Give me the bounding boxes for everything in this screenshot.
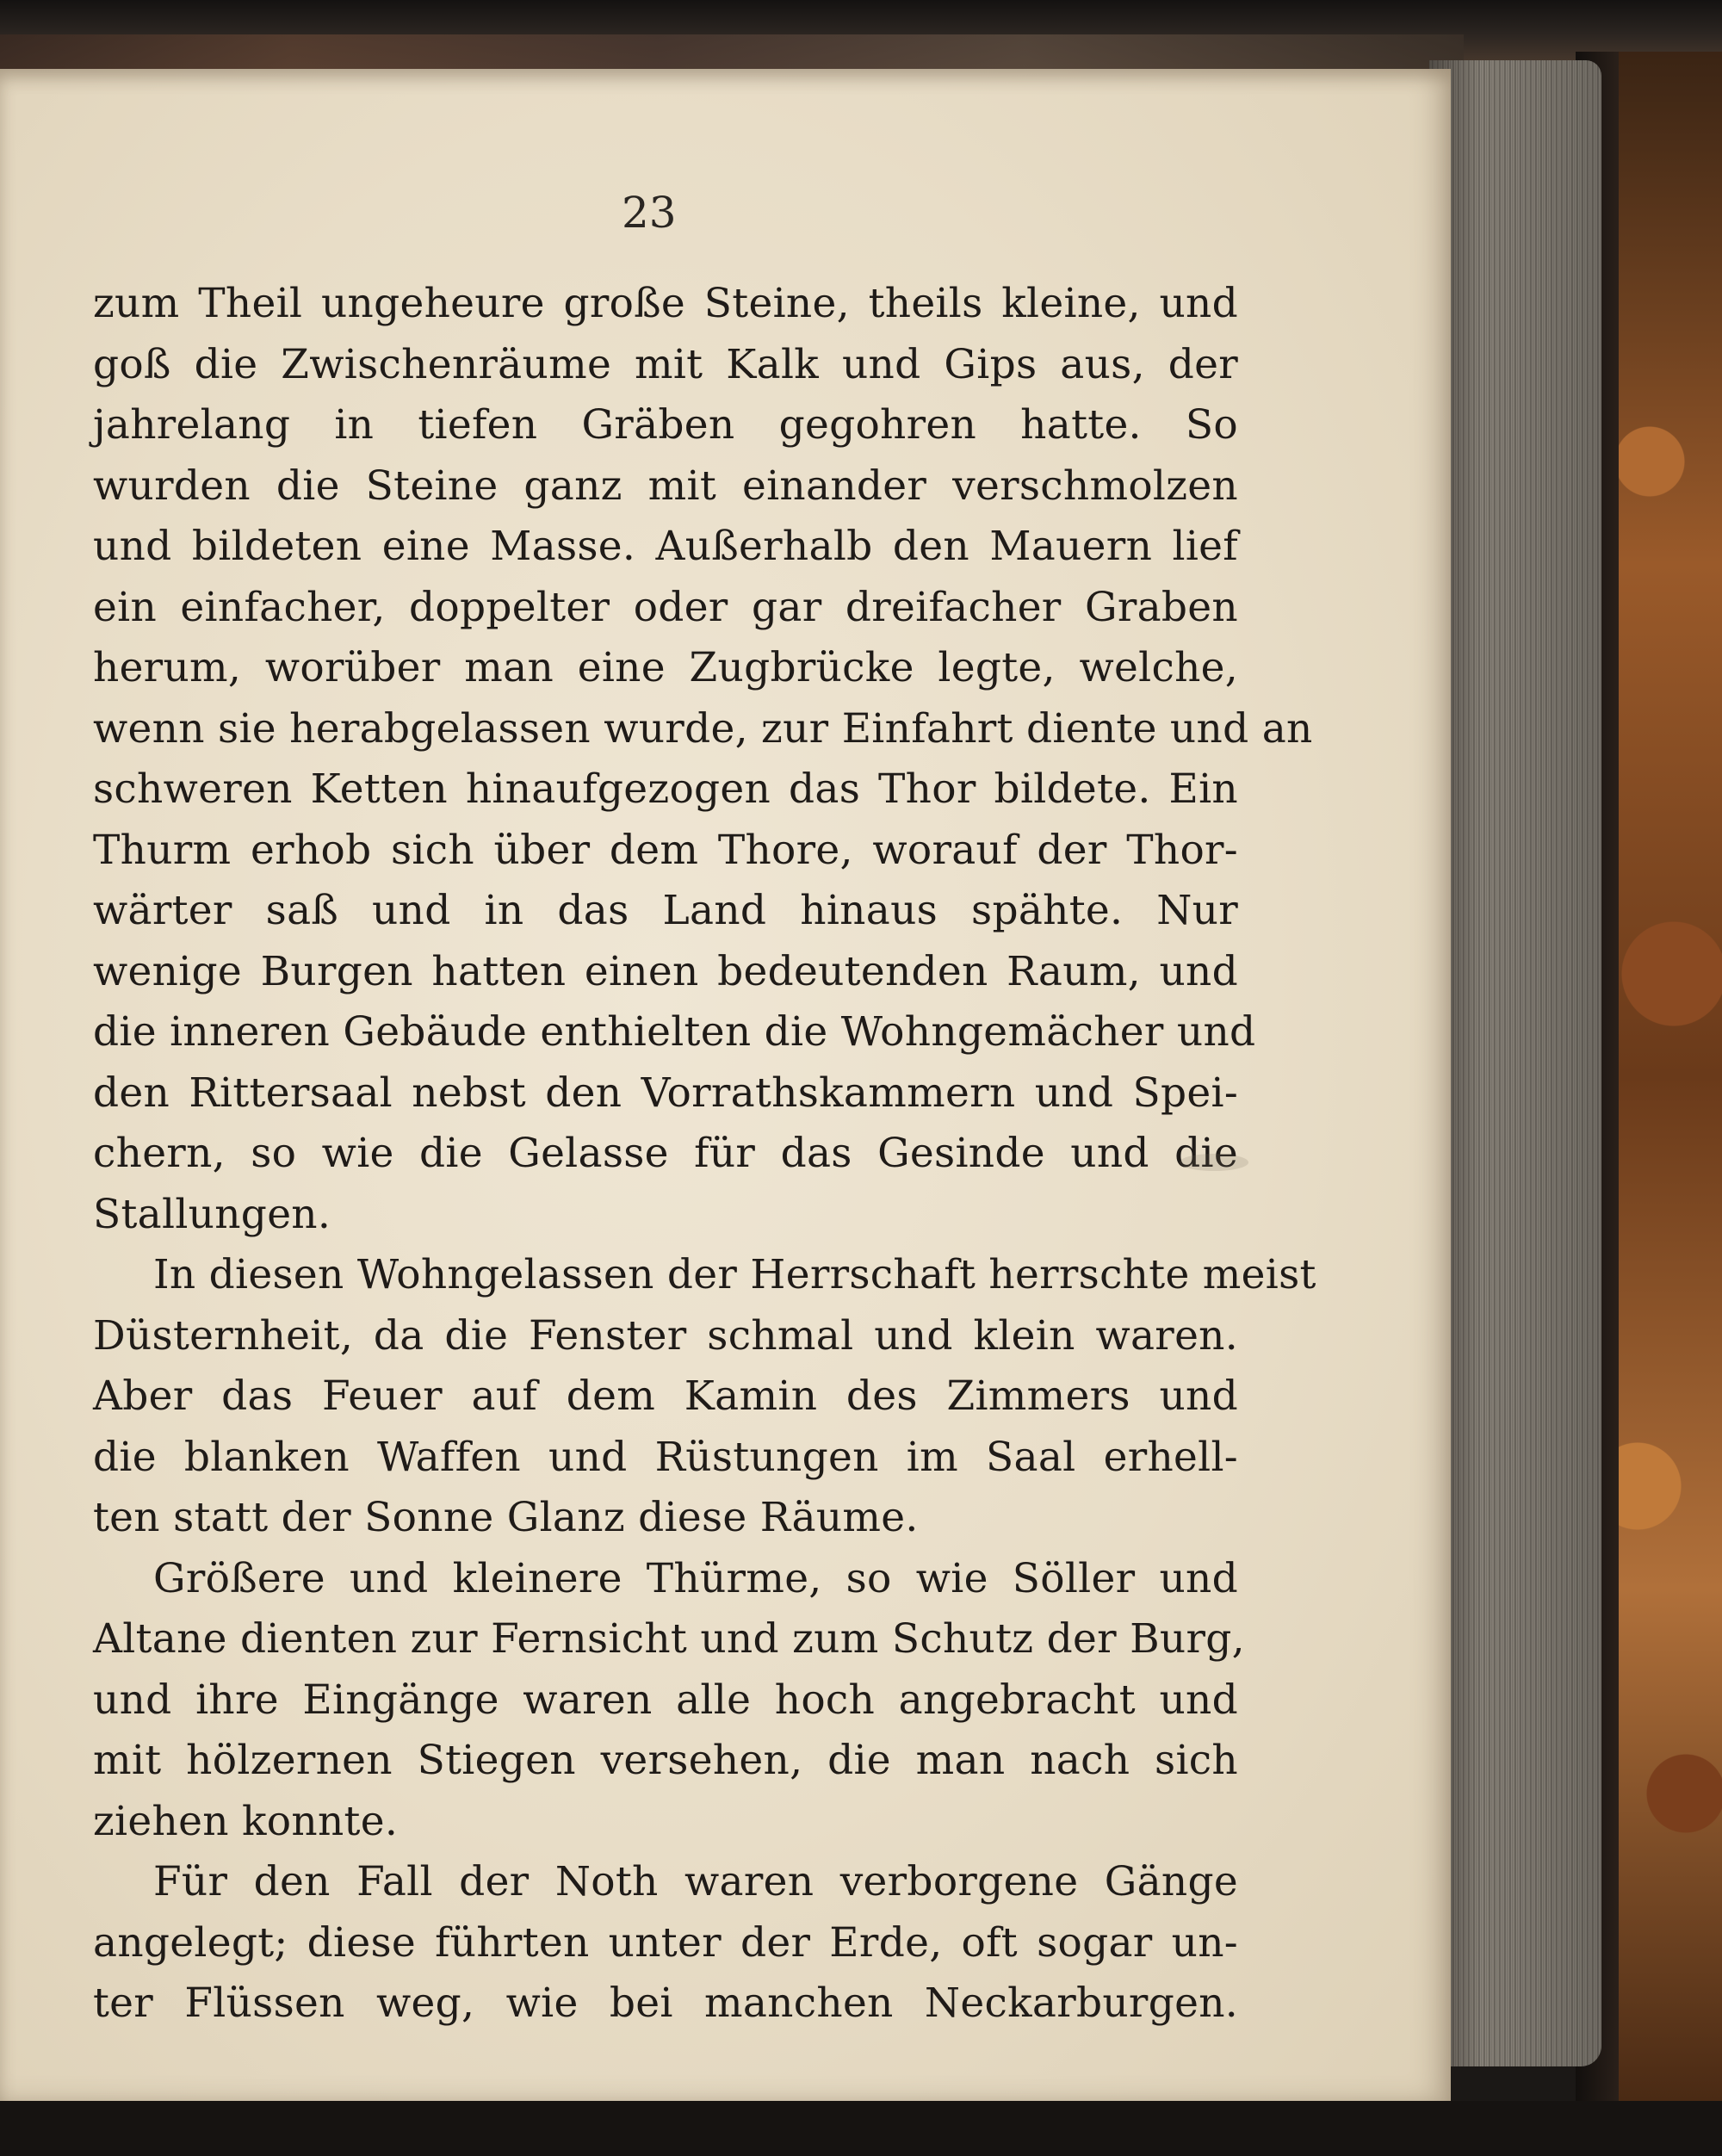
text-line: wenige Burgen hatten einen bedeutenden Raum, und <box>93 947 1238 995</box>
book-bottom-edge <box>0 2101 1722 2156</box>
ink-smudge <box>1180 1154 1248 1171</box>
text-line: schweren Ketten hinaufgezogen das Thor bildete. Ein <box>93 765 1238 813</box>
paragraph-start-line: Für den Fall der Noth waren verborgene Gänge <box>153 1858 1238 1905</box>
text-line: und bildeten eine Masse. Außerhalb den Mauern lief <box>93 523 1238 570</box>
text-line: herum, worüber man eine Zugbrücke legte, welche, <box>93 644 1238 691</box>
text-line: Aber das Feuer auf dem Kamin des Zimmers und <box>93 1372 1238 1420</box>
text-line: wenn sie herabgelassen wurde, zur Einfahrt diente und an <box>93 704 1313 753</box>
text-line: ter Flüssen weg, wie bei manchen Neckarburgen. <box>93 1979 1238 2027</box>
text-line: Thurm erhob sich über dem Thore, worauf der Thor- <box>93 826 1238 874</box>
text-line: Altane dienten zur Fernsicht und zum Schutz der Burg, <box>93 1615 1245 1663</box>
text-line: und ihre Eingänge waren alle hoch angebracht und <box>93 1676 1238 1724</box>
text-line: ein einfacher, doppelter oder gar dreifacher Graben <box>93 583 1238 631</box>
text-line: goß die Zwischenräume mit Kalk und Gips aus, der <box>93 340 1238 388</box>
text-line: den Rittersaal nebst den Vorrathskammern und Spei- <box>93 1069 1238 1117</box>
text-line: die blanken Waffen und Rüstungen im Saal erhell- <box>93 1433 1238 1481</box>
text-line: mit hölzernen Stiegen versehen, die man nach sich <box>93 1737 1238 1784</box>
text-line: wurden die Steine ganz mit einander verschmolzen <box>93 462 1238 510</box>
paragraph-start-line: In diesen Wohngelassen der Herrschaft herrschte meist <box>153 1251 1316 1298</box>
book-cover-marbled <box>1601 52 1722 2101</box>
text-line: ziehen konnte. <box>93 1797 399 1845</box>
paragraph-start-line: Größere und kleinere Thürme, so wie Söller und <box>153 1554 1238 1602</box>
text-line: wärter saß und in das Land hinaus spähte. Nur <box>93 887 1238 934</box>
text-line: jahrelang in tiefen Gräben gegohren hatte. So <box>93 401 1238 449</box>
text-line: die inneren Gebäude enthielten die Wohngemächer und <box>93 1008 1256 1056</box>
page-number: 23 <box>622 188 677 238</box>
text-line: zum Theil ungeheure große Steine, theils kleine, und <box>93 280 1238 327</box>
text-line: chern, so wie die Gelasse für das Gesinde und die <box>93 1130 1238 1177</box>
text-line: Stallungen. <box>93 1190 331 1238</box>
text-line: angelegt; diese führten unter der Erde, oft sogar un- <box>93 1918 1238 1967</box>
text-line: ten statt der Sonne Glanz diese Räume. <box>93 1494 919 1541</box>
text-line: Düsternheit, da die Fenster schmal und klein waren. <box>93 1311 1238 1360</box>
page-stack-edge <box>1429 60 1601 2066</box>
book-page <box>0 69 1451 2101</box>
body-text <box>93 274 1316 2035</box>
